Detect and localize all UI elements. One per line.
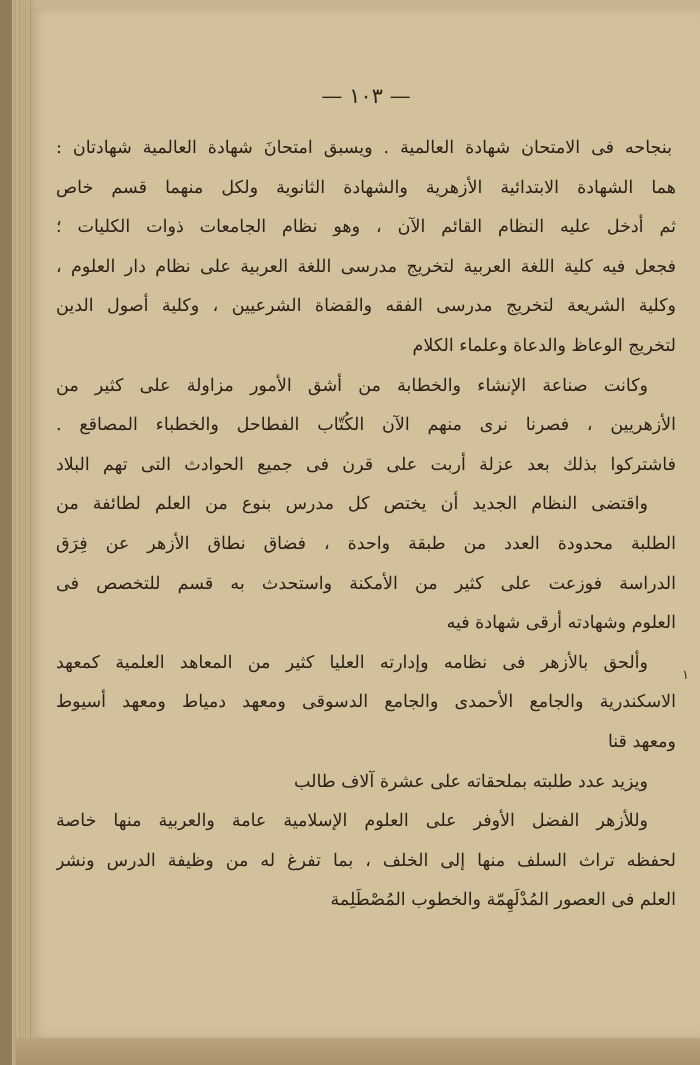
text-line: الأزهريين ، فصرنا نرى منهم الآن الكُتّاب الفطاحل والخطباء المصاقع . [56, 415, 676, 436]
text-line: هما الشهادة الابتدائية الأزهرية والشهادة الثانوية ولكل منهما قسم خاص [56, 177, 676, 198]
text-line: فاشتركوا بذلك بعد عزلة أربت على قرن فى جميع الحوادث التى تهم البلاد [56, 454, 676, 475]
text-line: وكلية الشريعة لتخريج مدرسى الفقه والقضاة الشرعيين ، وكلية أصول الدين [56, 296, 676, 317]
text-line: وللأزهر الفضل الأوفر على العلوم الإسلامية عامة والعربية منها خاصة [56, 811, 648, 832]
text-line: العلم فى العصور المُدْلَهِمّة والخطوب المُصْطَلِمة [330, 890, 676, 911]
page-number-header: — ١٠٣ — [321, 84, 411, 108]
book-spine [0, 0, 12, 1065]
text-line: بنجاحه فى الامتحان شهادة العالمية . ويسبق امتحانَ شهادة العالمية شهادتان : [56, 138, 672, 158]
text-line: الدراسة فوزعت على كثير من الأمكنة واستحدث به قسم للتخصص فى [56, 573, 676, 594]
text-line: الاسكندرية والجامع الأحمدى والجامع الدسوقى ومعهد دمياط ومعهد أسيوط [56, 692, 676, 713]
text-line: ثم أدخل عليه النظام القائم الآن ، وهو نظام الجامعات ذوات الكليات ؛ [56, 217, 676, 238]
text-line: لتخريج الوعاظ والدعاة وعلماء الكلام [412, 335, 676, 356]
text-line: فجعل فيه كلية اللغة العربية لتخريج مدرسى اللغة العربية على نظام دار العلوم ، [56, 256, 676, 277]
page-bottom-edge [16, 1038, 700, 1065]
text-line: لحفظه تراث السلف منها إلى الخلف ، بما تفرغ له من وظيفة الدرس ونشر [56, 850, 676, 871]
text-line: وكانت صناعة الإنشاء والخطابة من أشق الأمور مزاولة على كثير من [56, 375, 648, 396]
text-line: واقتضى النظام الجديد أن يختص كل مدرس بنوع من العلم لطائفة من [56, 494, 648, 515]
body-text [56, 129, 676, 921]
text-line: العلوم وشهادته أرقى شهادة فيه [446, 613, 676, 634]
text-line: الطلبة محدودة العدد من طبقة واحدة ، فضاق نطاق الأزهر عن فِرَق [56, 533, 676, 554]
text-line: ومعهد قنا [607, 731, 676, 752]
margin-mark: ١ [682, 668, 689, 683]
text-line: وألحق بالأزهر فى نظامه وإدارته العليا كثير من المعاهد العلمية كمعهد [56, 652, 648, 673]
text-line: ويزيد عدد طلبته بملحقاته على عشرة آلاف طالب [293, 771, 648, 792]
